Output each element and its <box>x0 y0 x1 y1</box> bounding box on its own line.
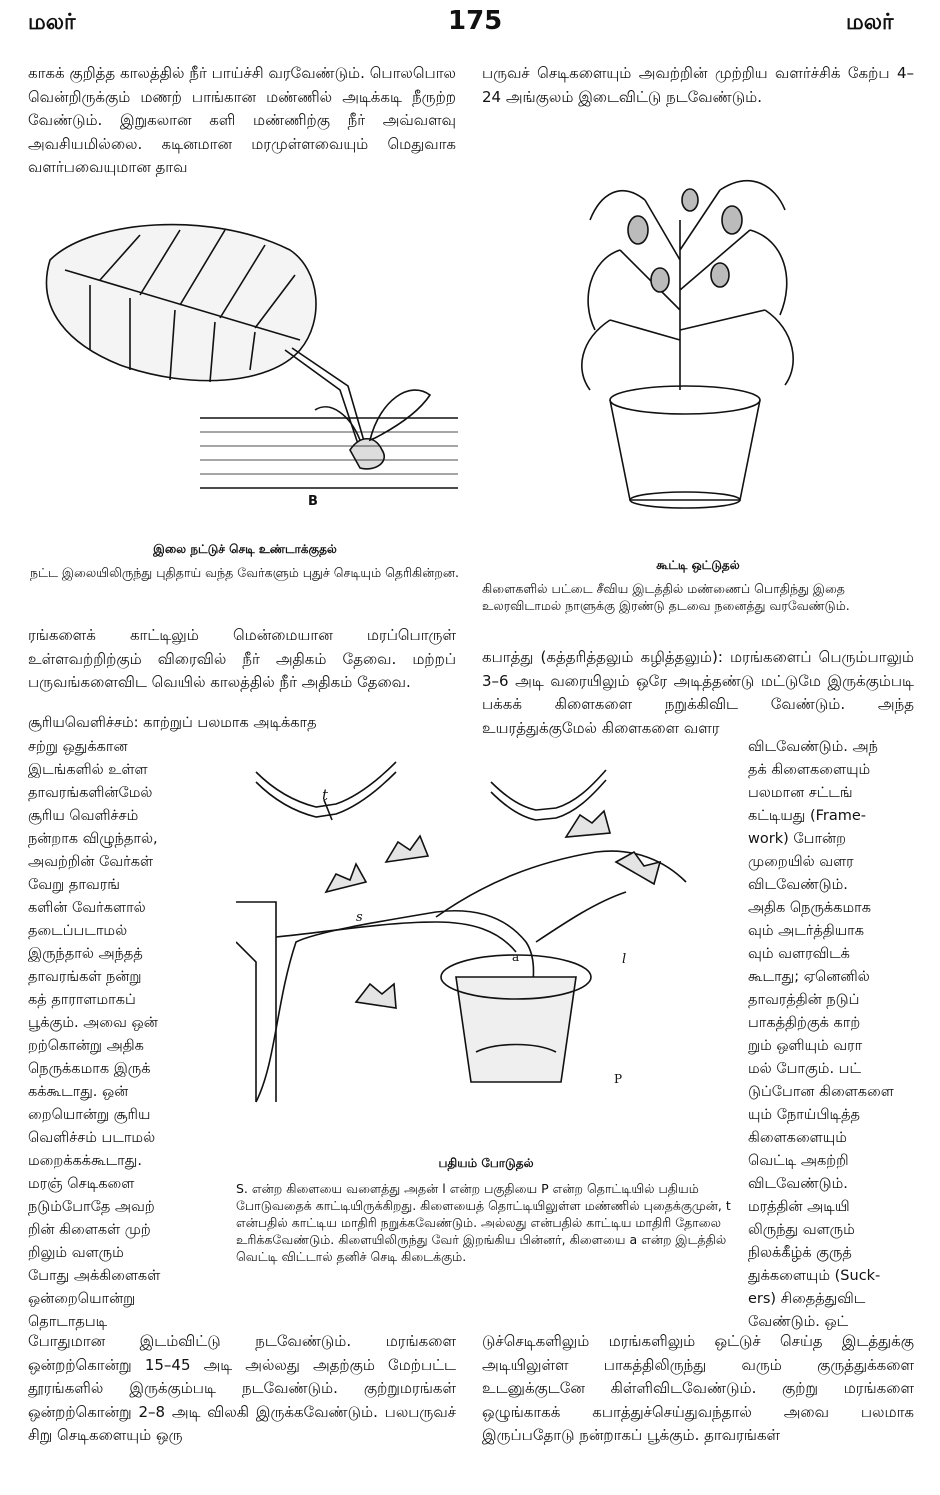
column-line: றற்கொன்று அதிக <box>28 1038 144 1054</box>
column-line: நடும்போதே அவற் <box>28 1199 155 1215</box>
leaf-figure-caption-text: நட்ட இலையிலிருந்து புதிதாய் வந்த வேர்களும் புதுச் செடியும் தெரிகின்றன. <box>30 565 459 580</box>
column-line: தாவரங்கள் நன்று <box>28 969 142 985</box>
column-line: றிலும் வளரும் <box>28 1245 124 1261</box>
left-narrow-column <box>28 736 228 1334</box>
column-line: ers) சிதைத்துவிட <box>748 1291 866 1307</box>
layering-caption-title: பதியம் போடுதல் <box>438 1156 534 1170</box>
column-line: போது அக்கிளைகள் <box>28 1268 161 1284</box>
figure-label-t: t <box>322 786 329 804</box>
figure-label-a: a <box>512 950 520 964</box>
column-line: விடவேண்டும். <box>748 877 848 893</box>
pot-figure-caption-title: கூட்டி ஒட்டுதல் <box>656 558 740 572</box>
column-line: றையொன்று சூரிய <box>28 1107 151 1123</box>
column-line: வேறு தாவரங் <box>28 877 120 893</box>
column-line: மறைக்கக்கூடாது. <box>28 1153 142 1169</box>
column-line: டுப்போன கிளைகளை <box>748 1084 894 1100</box>
mid-right-paragraph: கபாத்து (கத்தரித்தலும் கழித்தலும்): மரங்களைப் பெரும்பாலும் 3–6 அடி வரையிலும் ஒரே அடித்தண்டு மட்டுமே இருக்கும்படி பக்கக் கிளைகளை நறுக்கிவிட வேண்டும். அந்த உயரத்துக்குமேல் கிளைகளை வளர <box>482 648 914 737</box>
column-line: ஒன்றையொன்று <box>28 1291 136 1307</box>
column-line: வும் வளரவிடக் <box>748 946 850 962</box>
column-line: பாகத்திற்குக் காற் <box>748 1015 861 1031</box>
column-line: மரத்தின் அடியி <box>748 1199 850 1215</box>
column-line: துக்களையும் (Suck- <box>748 1268 881 1284</box>
column-line: முறையில் வளர <box>748 854 854 870</box>
column-line: விடவேண்டும். <box>748 1176 848 1192</box>
column-line: கிளைகளையும் <box>748 1130 847 1146</box>
column-line: றின் கிளைகள் முற் <box>28 1222 151 1238</box>
header-left-word: மலர் <box>28 10 76 35</box>
potted-plant-illustration <box>550 140 820 520</box>
column-line: பலமான சட்டங் <box>748 785 853 801</box>
column-line: களின் வேர்களால் <box>28 900 146 916</box>
leaf-figure-caption-title: இலை நட்டுச் செடி உண்டாக்குதல் <box>153 542 337 556</box>
figure-label-l: l <box>622 952 627 967</box>
column-line: வெட்டி அகற்றி <box>748 1153 849 1169</box>
bottom-right-paragraph: டுச்செடிகளிலும் மரங்களிலும் ஒட்டுச் செய்த இடத்துக்கு அடியிலுள்ள பாகத்திலிருந்து வரும் குருத்துக்களை உடனுக்குடனே கிள்ளிவிடவேண்டும். குற்று மரங்களை ஒழுங்காகக் கபாத்துச்செய்துவந்தால் அவை பலமாக இருப்பதோடு நன்றாகப் பூக்கும். தாவரங்கள் <box>482 1332 914 1444</box>
header-right-word: மலர் <box>846 10 894 35</box>
layering-illustration <box>236 742 736 1122</box>
bottom-left-paragraph: போதுமான இடம்விட்டு நடவேண்டும். மரங்களை ஒன்றற்கொன்று 15–45 அடி அல்லது அதற்கும் மேற்பட்ட தூரங்களில் இருக்கும்படி நடவேண்டும். குற்றுமரங்கள் ஒன்றற்கொன்று 2–8 அடி விலகி இருக்கவேண்டும். பலபருவச் சிறு செடிகளையும் ஒரு <box>28 1332 456 1444</box>
leaf-cutting-illustration <box>30 200 460 520</box>
column-line: யும் நோய்பிடித்த <box>748 1107 860 1123</box>
column-line: work) போன்ற <box>748 831 846 847</box>
top-left-paragraph: காகக் குறித்த காலத்தில் நீர் பாய்ச்சி வரவேண்டும். பொலபொல வென்றிருக்கும் மணற் பாங்கான மண்ணில் அடிக்கடி நீருற்ற வேண்டும். இறுகலான களி மண்ணிற்கு நீர் அவ்வளவு அவசியமில்லை. கடினமான மரமுள்ளவையும் மெதுவாக வளர்பவையுமான தாவ <box>28 64 456 176</box>
column-line: கக்கூடாது. ஒன் <box>28 1084 129 1100</box>
column-line: அவற்றின் வேர்கள் <box>28 854 154 870</box>
mid-left-paragraph: ரங்களைக் காட்டிலும் மென்மையான மரப்பொருள் உள்ளவற்றிற்கும் விரைவில் நீர் அதிகம் தேவை. மற்றப் பருவங்களைவிட வெயில் காலத்தில் நீர் அதிகம் தேவை. <box>28 626 456 691</box>
column-line: வும் அடர்த்தியாக <box>748 923 864 939</box>
column-line: இடங்களில் உள்ள <box>28 762 148 778</box>
column-line: மல் போகும். பட் <box>748 1061 861 1077</box>
column-line: மரஞ் செடிகளை <box>28 1176 135 1192</box>
column-line: தாவரங்களின்மேல் <box>28 785 153 801</box>
column-line: இருந்தால் அந்தத் <box>28 946 143 962</box>
figure-label-b: B <box>308 494 318 509</box>
column-line: கட்டியது (Frame- <box>748 808 867 824</box>
figure-label-p: P <box>614 1072 623 1086</box>
column-line: நன்றாக விழுந்தால், <box>28 831 158 847</box>
column-line: பூக்கும். அவை ஒன் <box>28 1015 158 1031</box>
column-line: வேண்டும். ஒட் <box>748 1314 849 1330</box>
column-line: தொடாதபடி <box>28 1314 108 1330</box>
layering-caption-text: S. என்ற கிளையை வளைத்து அதன் l என்ற பகுதியை P என்ற தொட்டியில் பதியம் போடுவதைக் காட்டியிருக்கிறது. கிளையைத் தொட்டியிலுள்ள மண்ணில் புதைக்குமுன், t என்பதில் காட்டிய மாதிரி நறுக்கவேண்டும். அல்லது என்பதில் காட்டிய மாதிரி தோலை உரிக்கவேண்டும். கிளையிலிருந்து வேர் இறங்கிய பின்னர், கிளையை a என்ற இடத்தில் வெட்டி விட்டால் தனிச் செடி கிடைக்கும். <box>236 1181 731 1264</box>
column-line: தடைப்படாமல் <box>28 923 128 939</box>
column-line: சற்று ஒதுக்கான <box>28 739 128 755</box>
figure-label-s: s <box>356 910 363 925</box>
sunlight-heading-line: சூரியவெளிச்சம்: காற்றுப் பலமாக அடிக்காத <box>28 715 317 731</box>
pot-figure-caption-text: கிளைகளில் பட்டை சீவிய இடத்தில் மண்ணைப் பொதிந்து இதை உலரவிடாமல் நாளுக்கு இரண்டு தடவை நனைத்து வரவேண்டும். <box>482 581 850 613</box>
column-line: கத் தாராளமாகப் <box>28 992 136 1008</box>
right-narrow-column <box>748 736 918 1334</box>
top-right-paragraph: பருவச் செடிகளையும் அவற்றின் முற்றிய வளர்ச்சிக் கேற்ப 4–24 அங்குலம் இடைவிட்டு நடவேண்டும். <box>482 64 914 106</box>
column-line: தாவரத்தின் நடுப் <box>748 992 860 1008</box>
column-line: கூடாது; ஏனெனில் <box>748 969 870 985</box>
column-line: லிருந்து வளரும் <box>748 1222 855 1238</box>
column-line: தக் கிளைகளையும் <box>748 762 871 778</box>
column-line: சூரிய வெளிச்சம் <box>28 808 139 824</box>
column-line: நிலக்கீழ்க் குருத் <box>748 1245 852 1261</box>
column-line: வெளிச்சம் படாமல் <box>28 1130 156 1146</box>
column-line: றும் ஒளியும் வரா <box>748 1038 863 1054</box>
column-line: நெருக்கமாக இருக் <box>28 1061 151 1077</box>
column-line: அதிக நெருக்கமாக <box>748 900 871 916</box>
column-line: விடவேண்டும். அந் <box>748 739 878 755</box>
page-number: 175 <box>448 6 503 36</box>
